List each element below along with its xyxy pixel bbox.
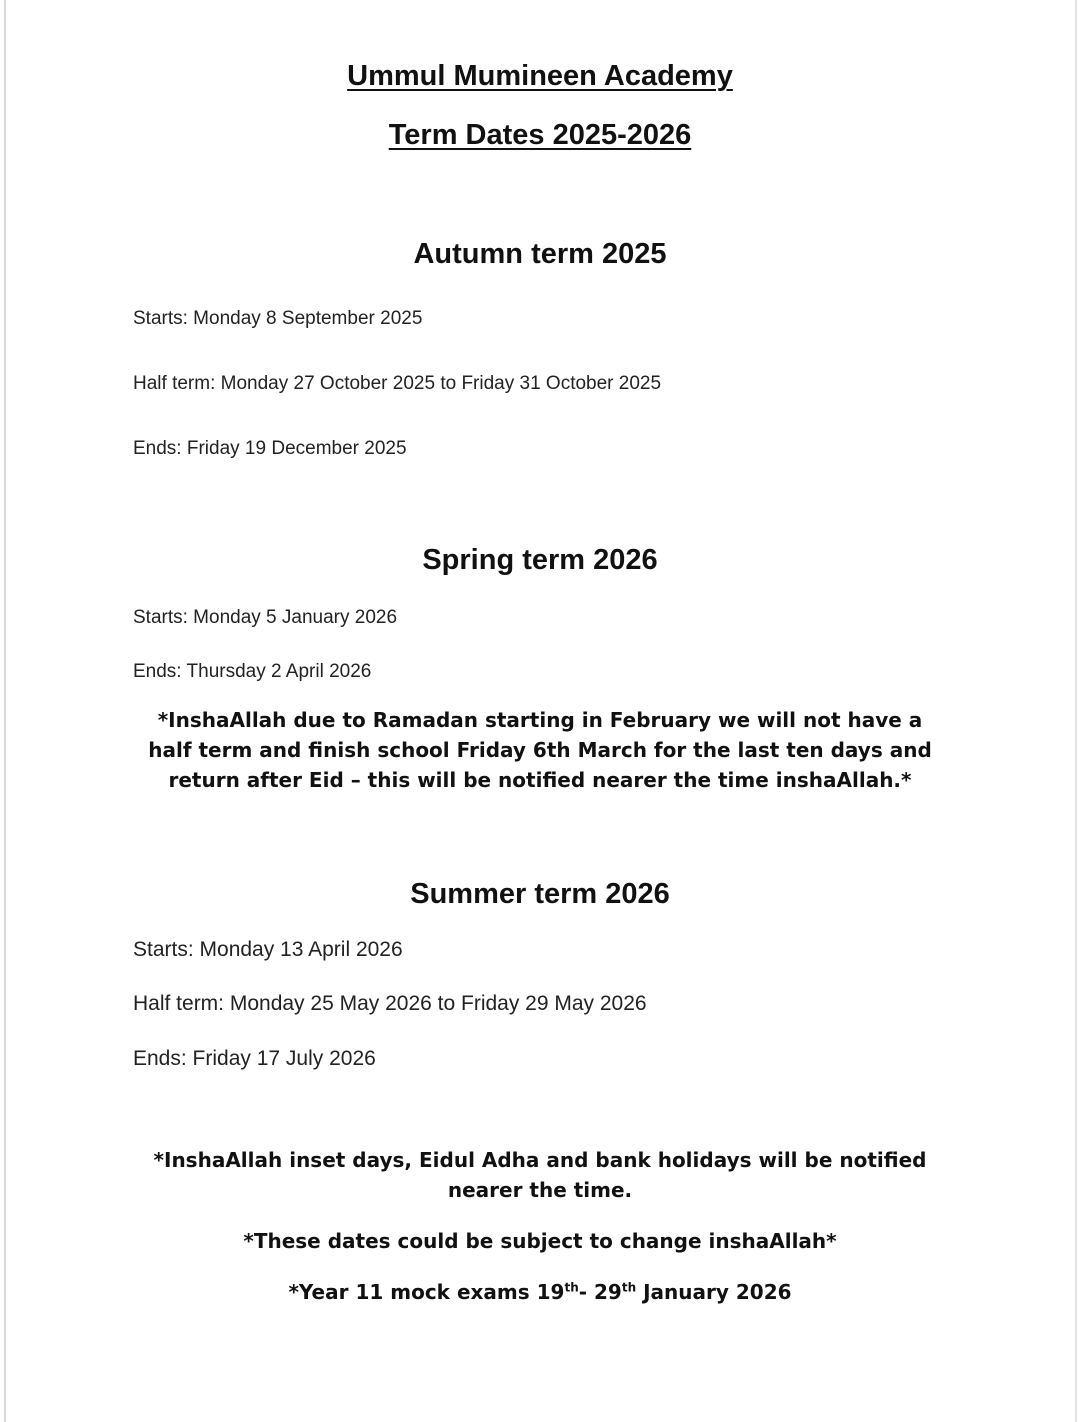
inset-days-note: *InshaAllah inset days, Eidul Adha and bank holidays will be notified nearer the time. xyxy=(153,1148,927,1202)
document-title: Term Dates 2025-2026 xyxy=(388,119,692,151)
spring-starts: Starts: Monday 5 January 2026 xyxy=(133,607,398,628)
school-name: Ummul Mumineen Academy xyxy=(347,60,733,92)
autumn-term-heading: Autumn term 2025 xyxy=(413,238,667,270)
summer-term-heading: Summer term 2026 xyxy=(410,878,670,910)
mock-exams-sup-start: th xyxy=(564,1280,579,1295)
page-right-edge xyxy=(1075,0,1077,1422)
spring-ends: Ends: Thursday 2 April 2026 xyxy=(133,661,372,682)
subject-to-change-note: *These dates could be subject to change inshaAllah* xyxy=(243,1229,837,1253)
mock-exams-sup-end: th xyxy=(621,1280,637,1295)
autumn-ends: Ends: Friday 19 December 2025 xyxy=(133,438,407,459)
autumn-starts: Starts: Monday 8 September 2025 xyxy=(133,308,423,329)
autumn-half-term: Half term: Monday 27 October 2025 to Friday 31 October 2025 xyxy=(133,373,662,394)
spring-ramadan-note: *InshaAllah due to Ramadan starting in February we will not have a half term and finish school Friday 6th March for the last ten days and return after Eid – this will be notified nearer the time inshaAllah.* xyxy=(148,708,932,792)
spring-term-heading: Spring term 2026 xyxy=(422,544,658,576)
mock-exams-suffix: January 2026 xyxy=(636,1280,792,1304)
summer-half-term: Half term: Monday 25 May 2026 to Friday 29 May 2026 xyxy=(133,992,647,1015)
summer-starts: Starts: Monday 13 April 2026 xyxy=(133,938,403,961)
summer-ends: Ends: Friday 17 July 2026 xyxy=(133,1047,376,1070)
mock-exams-middle: - 29 xyxy=(578,1280,622,1304)
mock-exams-prefix: *Year 11 mock exams 19 xyxy=(288,1280,565,1304)
mock-exams-note xyxy=(0,1277,1080,1307)
page-left-edge xyxy=(4,0,6,1422)
